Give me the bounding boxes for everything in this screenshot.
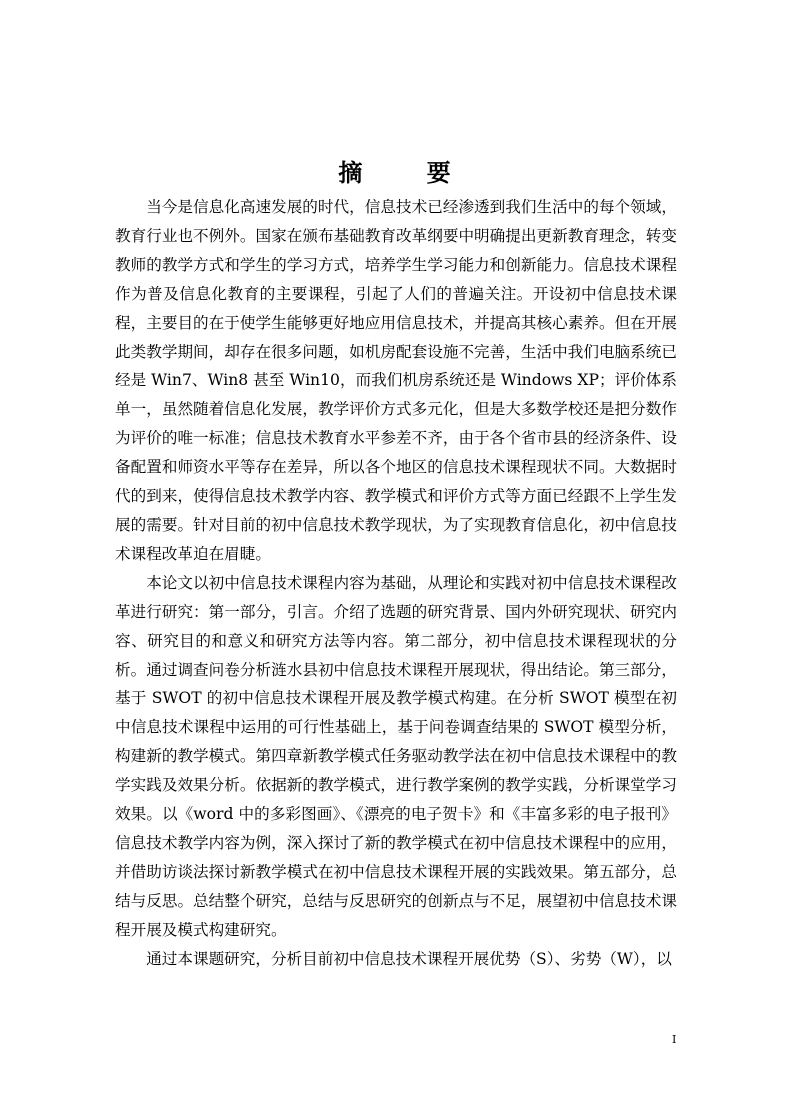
abstract-body (115, 193, 677, 973)
abstract-paragraph-3: 通过本课题研究，分析目前初中信息技术课程开展优势（S）、劣势（W），以 (146, 949, 672, 968)
abstract-paragraph-1: 当今是信息化高速发展的时代，信息技术已经渗透到我们生活中的每个领域，教育行业也不例外。国家在颁布基础教育改革纲要中明确提出更新教育理念，转变教师的教学方式和学生的学习方式，培养学生学习能力和创新能力。信息技术课程作为普及信息化教育的主要课程，引起了人们的普遍关注。开设初中信息技术课程，主要目的在于使学生能够更好地应用信息技术，并提高其核心素养。但在开展此类教学期间，却存在很多问题，如机房配套设施不完善，生活中我们电脑系统已经是 Win7、Win8 甚至 Win10，而我们机房系统还是 Windows XP；评价体系单一，虽然随着信息化发展，教学评价方式多元化，但是大多数学校还是把分数作为评价的唯一标准；信息技术教育水平参差不齐，由于各个省市县的经济条件、设备配置和师资水平等存在差异，所以各个地区的信息技术课程现状不同。大数据时代的到来，使得信息技术教学内容、教学模式和评价方式等方面已经跟不上学生发展的需要。针对目前的初中信息技术教学现状，为了实现教育信息化，初中信息技术课程改革迫在眉睫。 (115, 198, 677, 563)
abstract-paragraph-2: 本论文以初中信息技术课程内容为基础，从理论和实践对初中信息技术课程改革进行研究：第一部分，引言。介绍了选题的研究背景、国内外研究现状、研究内容、研究目的和意义和研究方法等内容。第二部分，初中信息技术课程现状的分析。通过调查问卷分析涟水县初中信息技术课程开展现状，得出结论。第三部分，基于 SWOT 的初中信息技术课程开展及教学模式构建。在分析 SWOT 模型在初中信息技术课程中运用的可行性基础上，基于问卷调查结果的 SWOT 模型分析，构建新的教学模式。第四章新教学模式任务驱动教学法在初中信息技术课程中的教学实践及效果分析。依据新的教学模式，进行教学案例的教学实践，分析课堂学习效果。以《word 中的多彩图画》、《漂亮的电子贺卡》和《丰富多彩的电子报刊》信息技术教学内容为例，深入探讨了新的教学模式在初中信息技术课程中的应用，并借助访谈法探讨新教学模式在初中信息技术课程开展的实践效果。第五部分，总结与反思。总结整个研究，总结与反思研究的创新点与不足，展望初中信息技术课程开展及模式构建研究。 (115, 573, 677, 939)
page-number: I (672, 1033, 677, 1046)
abstract-title: 摘 要 (338, 159, 479, 187)
